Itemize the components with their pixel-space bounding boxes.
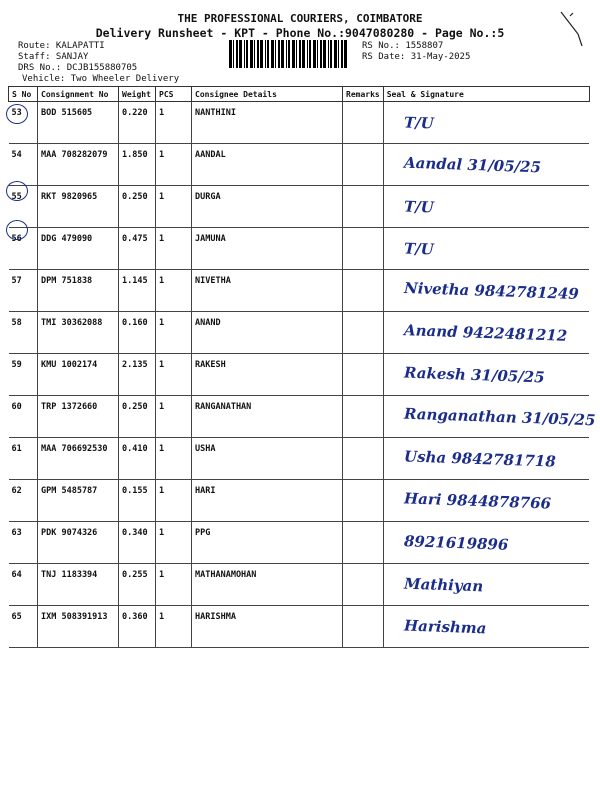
remarks-cell	[343, 480, 384, 522]
pcs-cell: 1	[156, 312, 192, 354]
remarks-cell	[343, 522, 384, 564]
consignment-cell: MAA 706692530	[38, 438, 119, 480]
consignee-cell: HARISHMA	[192, 606, 343, 648]
signature-text: Nivetha 9842781249	[403, 278, 579, 304]
consignment-cell: TRP 1372660	[38, 396, 119, 438]
signature-cell	[383, 606, 589, 648]
table-row	[9, 396, 590, 438]
table-row	[9, 228, 590, 270]
signature-text: Ranganathan 31/05/25	[403, 404, 596, 430]
staff-label: Staff: SANJAY	[18, 52, 89, 62]
sno-cell: 56	[9, 228, 38, 270]
table-row	[9, 522, 590, 564]
consignment-cell: TMI 30362088	[38, 312, 119, 354]
ink-circle-53	[6, 104, 28, 124]
drs-label: DRS No.: DCJB155880705	[18, 63, 138, 73]
col-consignee: Consignee Details	[192, 87, 343, 102]
consignment-cell: IXM 508391913	[38, 606, 119, 648]
table-row	[9, 312, 590, 354]
barcode-icon	[229, 40, 351, 68]
signature-cell	[383, 396, 596, 438]
sno-cell: 53	[9, 102, 38, 144]
consignment-cell: DDG 479090	[38, 228, 119, 270]
pcs-cell: 1	[156, 144, 192, 186]
remarks-cell	[343, 186, 384, 228]
signature-text: T/U	[403, 239, 434, 259]
table-row	[9, 354, 590, 396]
signature-text: 8921619896	[403, 532, 509, 554]
sno-cell: 65	[9, 606, 38, 648]
remarks-cell	[343, 606, 384, 648]
signature-cell	[383, 228, 589, 270]
consignee-cell: HARI	[192, 480, 343, 522]
remarks-cell	[343, 354, 384, 396]
consignee-cell: USHA	[192, 438, 343, 480]
remarks-cell	[343, 228, 384, 270]
consignment-cell: GPM 5485787	[38, 480, 119, 522]
consignee-cell: PPG	[192, 522, 343, 564]
sno-cell: 55	[9, 186, 38, 228]
weight-cell: 0.250	[119, 396, 156, 438]
weight-cell: 0.155	[119, 480, 156, 522]
signature-cell	[383, 186, 589, 228]
consignee-cell: AANDAL	[192, 144, 343, 186]
pcs-cell: 1	[156, 228, 192, 270]
consignee-cell: RAKESH	[192, 354, 343, 396]
consignment-cell: RKT 9820965	[38, 186, 119, 228]
weight-cell: 0.255	[119, 564, 156, 606]
signature-cell	[383, 312, 589, 354]
table-row	[9, 144, 590, 186]
table-row	[9, 270, 590, 312]
ink-circle-56	[6, 220, 28, 240]
pcs-cell: 1	[156, 186, 192, 228]
consignee-cell: NIVETHA	[192, 270, 343, 312]
signature-text: Aandal 31/05/25	[403, 153, 541, 177]
remarks-cell	[343, 564, 384, 606]
consignee-cell: RANGANATHAN	[192, 396, 343, 438]
pcs-cell: 1	[156, 396, 192, 438]
signature-cell	[383, 564, 589, 606]
pcs-cell: 1	[156, 480, 192, 522]
signature-cell	[383, 438, 589, 480]
sno-cell: 60	[9, 396, 38, 438]
col-remarks: Remarks	[343, 87, 384, 102]
remarks-cell	[343, 144, 384, 186]
pcs-cell: 1	[156, 270, 192, 312]
consignment-cell: TNJ 1183394	[38, 564, 119, 606]
remarks-cell	[343, 312, 384, 354]
table-row	[9, 606, 590, 648]
consignment-cell: KMU 1002174	[38, 354, 119, 396]
sno-cell: 62	[9, 480, 38, 522]
signature-text: Usha 9842781718	[403, 447, 556, 471]
runsheet-subtitle: Delivery Runsheet - KPT - Phone No.:9047080280 - Page No.:5	[95, 26, 505, 40]
weight-cell: 1.145	[119, 270, 156, 312]
sno-cell: 61	[9, 438, 38, 480]
weight-cell: 0.250	[119, 186, 156, 228]
consignee-cell: DURGA	[192, 186, 343, 228]
sno-cell: 59	[9, 354, 38, 396]
pcs-cell: 1	[156, 564, 192, 606]
col-sno: S No	[9, 87, 38, 102]
signature-text: T/U	[403, 197, 434, 217]
weight-cell: 0.475	[119, 228, 156, 270]
weight-cell: 0.360	[119, 606, 156, 648]
signature-text: Mathiyan	[403, 574, 484, 596]
pcs-cell: 1	[156, 522, 192, 564]
sno-cell: 64	[9, 564, 38, 606]
col-signature: Seal & Signature	[383, 87, 589, 102]
signature-text: Hari 9844878766	[403, 489, 552, 513]
ink-circle-55	[6, 181, 28, 201]
col-pcs: PCS	[156, 87, 192, 102]
vehicle-label: Vehicle: Two Wheeler Delivery	[22, 74, 180, 84]
consignee-cell: MATHANAMOHAN	[192, 564, 343, 606]
sno-cell: 63	[9, 522, 38, 564]
pcs-cell: 1	[156, 606, 192, 648]
pcs-cell: 1	[156, 102, 192, 144]
signature-cell	[383, 354, 589, 396]
table-row	[9, 102, 590, 144]
table-row	[9, 186, 590, 228]
delivery-table	[8, 86, 596, 648]
weight-cell: 2.135	[119, 354, 156, 396]
rs-number: RS No.: 1558807	[362, 41, 444, 51]
signature-text: Rakesh 31/05/25	[403, 363, 545, 387]
signature-text: T/U	[403, 113, 434, 133]
pcs-cell: 1	[156, 438, 192, 480]
remarks-cell	[343, 438, 384, 480]
table-row	[9, 438, 590, 480]
consignee-cell: ANAND	[192, 312, 343, 354]
sno-cell: 57	[9, 270, 38, 312]
weight-cell: 0.220	[119, 102, 156, 144]
consignment-cell: BOD 515605	[38, 102, 119, 144]
sno-cell: 54	[9, 144, 38, 186]
consignee-cell: JAMUNA	[192, 228, 343, 270]
consignment-cell: PDK 9074326	[38, 522, 119, 564]
signature-cell	[383, 522, 589, 564]
remarks-cell	[343, 270, 384, 312]
signature-cell	[383, 480, 589, 522]
company-title: THE PROFESSIONAL COURIERS, COIMBATORE	[177, 12, 423, 25]
route-label: Route: KALAPATTI	[18, 41, 105, 51]
consignee-cell: NANTHINI	[192, 102, 343, 144]
table-header-row	[9, 87, 590, 102]
signature-cell	[383, 102, 589, 144]
signature-text: Anand 9422481212	[403, 321, 568, 345]
weight-cell: 0.160	[119, 312, 156, 354]
signature-text: Harishma	[403, 616, 487, 638]
consignment-cell: MAA 708282079	[38, 144, 119, 186]
weight-cell: 0.340	[119, 522, 156, 564]
pcs-cell: 1	[156, 354, 192, 396]
signature-cell	[383, 144, 589, 186]
signature-cell	[383, 270, 589, 312]
table-row	[9, 564, 590, 606]
sno-cell: 58	[9, 312, 38, 354]
remarks-cell	[343, 102, 384, 144]
col-weight: Weight	[119, 87, 156, 102]
weight-cell: 1.850	[119, 144, 156, 186]
table-row	[9, 480, 590, 522]
consignment-cell: DPM 751838	[38, 270, 119, 312]
col-consignment: Consignment No	[38, 87, 119, 102]
rs-date: RS Date: 31-May-2025	[362, 52, 471, 62]
weight-cell: 0.410	[119, 438, 156, 480]
remarks-cell	[343, 396, 384, 438]
